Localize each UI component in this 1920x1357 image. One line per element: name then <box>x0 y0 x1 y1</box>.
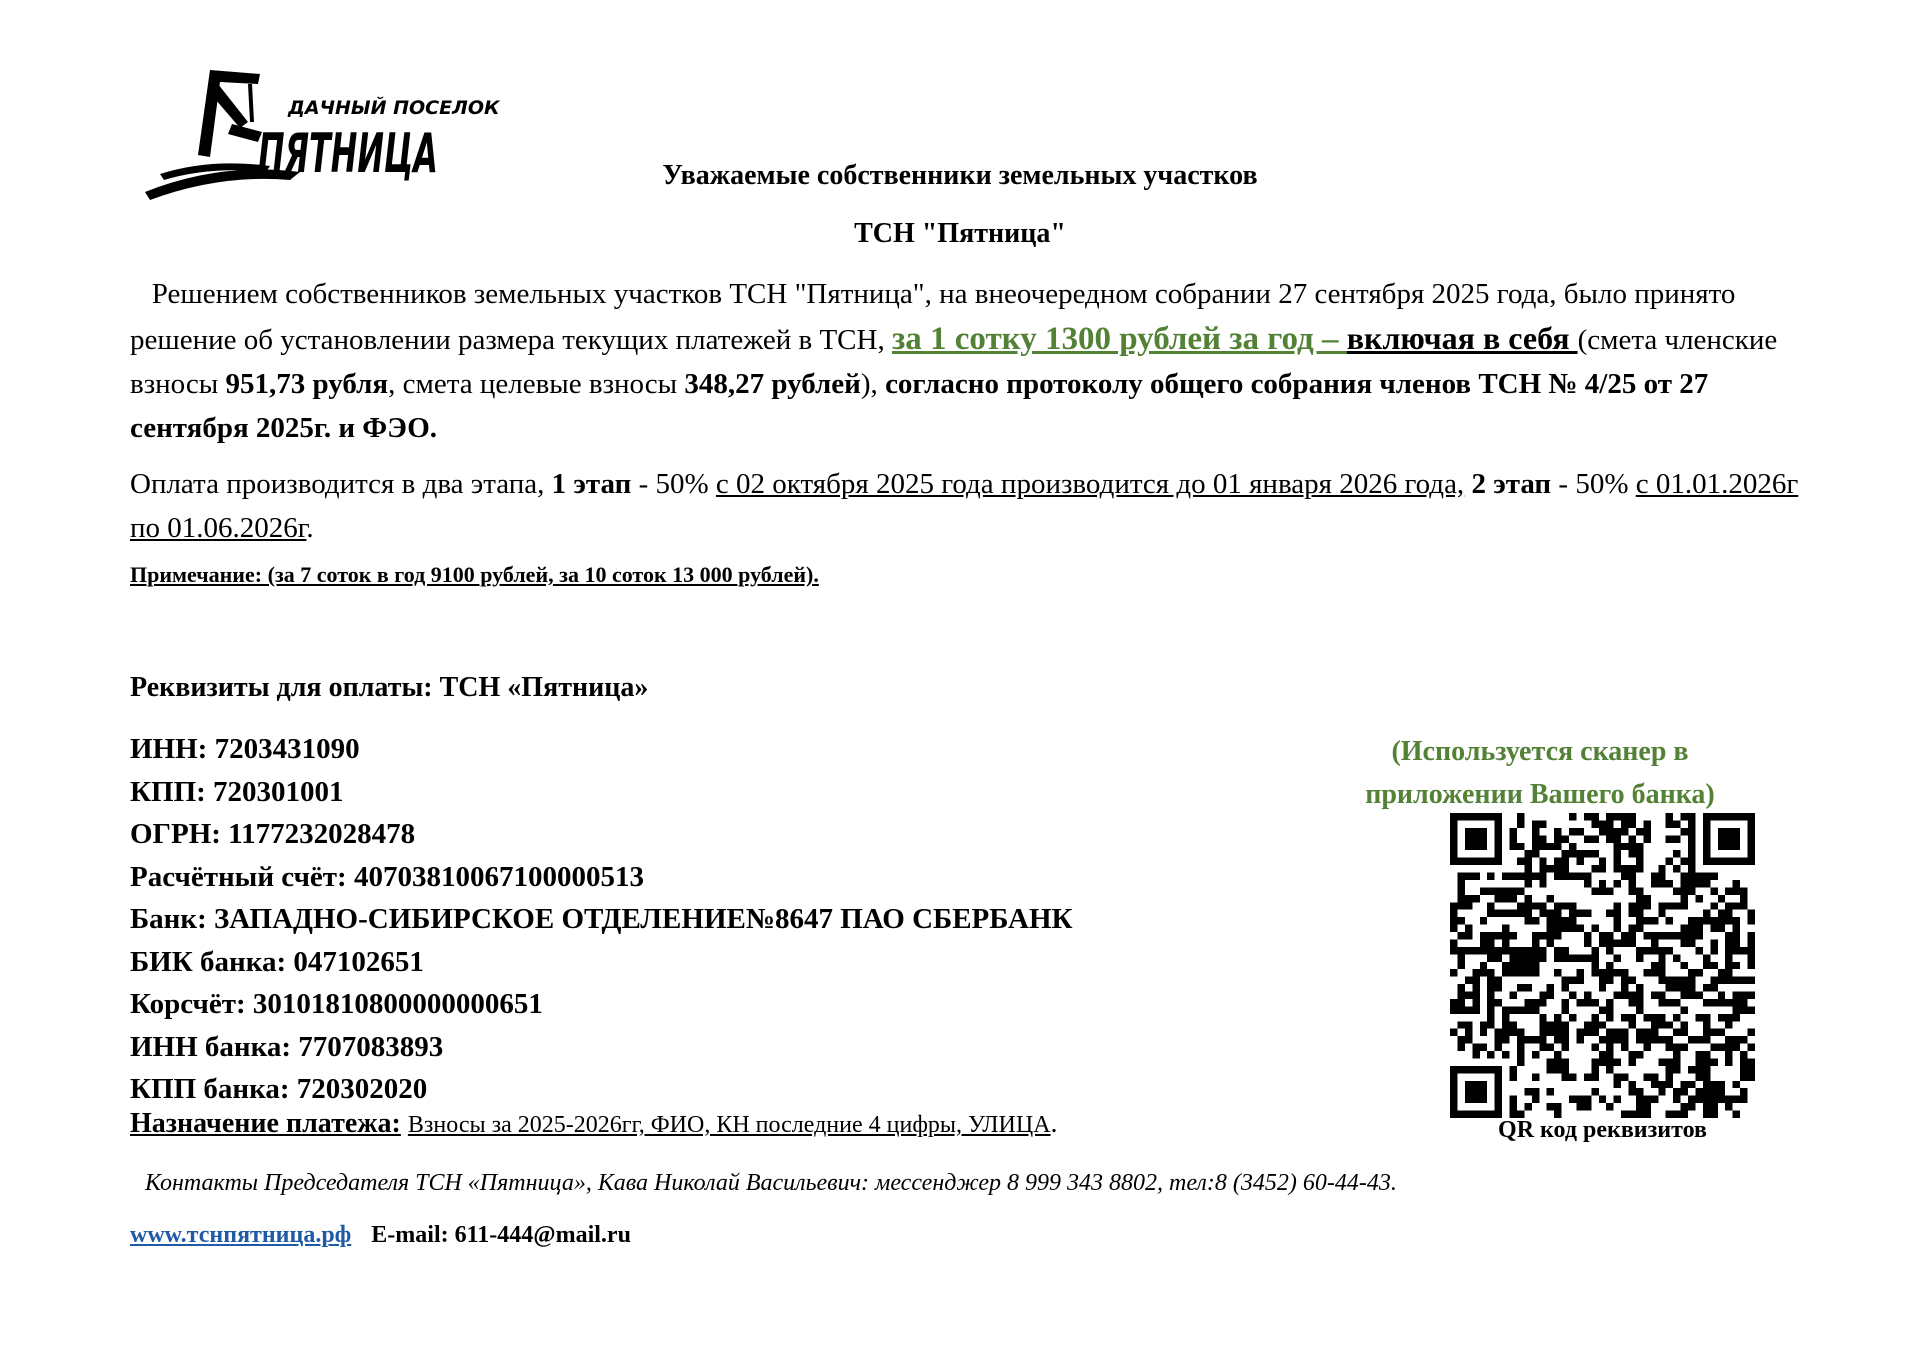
payment-purpose <box>130 1108 1058 1140</box>
payment-intro: Оплата производится в два этапа, <box>130 468 552 500</box>
requisites-list <box>130 728 1073 1111</box>
stage1-pct: - 50% <box>631 468 716 500</box>
requisites-title: Реквизиты для оплаты: ТСН «Пятница» <box>130 672 649 703</box>
requisite-bank: Банк: ЗАПАДНО-СИБИРСКОЕ ОТДЕЛЕНИЕ№8647 ПАО СБЕРБАНК <box>130 903 1073 935</box>
note: Примечание: (за 7 соток в год 9100 рублей, за 10 соток 13 000 рублей). <box>130 562 819 587</box>
payment-terms-paragraph <box>130 462 1830 550</box>
stage2-pct: - 50% <box>1551 468 1636 500</box>
contacts: Контакты Председателя ТСН «Пятница», Кава Николай Васильевич: мессенджер 8 999 343 8802, тел:8 (3452) 60-44-43. <box>145 1170 1397 1196</box>
qr-code-graphic <box>1450 813 1755 1118</box>
decision-text-a: Решением собственников земельных участков ТСН "Пятница", на внеочередном собрании 27 сентября 2025 года, было принято решение об установлении размера текущих платежей в ТСН, <box>130 278 1736 356</box>
decision-text-c: , смета целевые взносы <box>388 368 685 400</box>
decision-text-b: (смета членские взносы <box>130 324 1778 400</box>
requisite-bik: БИК банка: 047102651 <box>130 945 424 978</box>
purpose-value: Взносы за 2025-2026гг, ФИО, КН последние 4 цифры, УЛИЦА <box>407 1112 1051 1138</box>
requisite-kpp: КПП: 720301001 <box>130 775 344 808</box>
purpose-end: . <box>1050 1108 1058 1139</box>
payment-end: . <box>306 512 314 544</box>
decision-text-d: ), <box>860 368 886 400</box>
qr-hint-line2: приложении Вашего банка) <box>1365 779 1715 810</box>
logo-line2: ПЯТНИЦА <box>258 122 438 185</box>
requisite-inn: ИНН: 7203431090 <box>130 733 360 765</box>
stage1-label: 1 этап <box>551 468 632 500</box>
footer <box>130 1222 631 1249</box>
qr-code <box>1450 813 1755 1118</box>
requisite-account: Расчётный счёт: 40703810067100000513 <box>130 860 644 893</box>
purpose-label: Назначение платежа: <box>130 1108 401 1139</box>
page-title-line2: ТСН "Пятница" <box>854 218 1066 249</box>
website-link[interactable]: www.тснпятница.рф <box>130 1222 352 1248</box>
logo-line1: ДАЧНЫЙ ПОСЕЛОК <box>288 97 500 119</box>
including-text: включая в себя <box>1346 320 1578 356</box>
qr-caption: QR код реквизитов <box>1498 1117 1707 1143</box>
requisite-ogrn: ОГРН: 1177232028478 <box>130 818 416 850</box>
email-text: E-mail: 611-444@mail.ru <box>371 1222 631 1248</box>
target-fee: 348,27 рублей <box>684 368 861 400</box>
qr-hint <box>1320 730 1760 816</box>
stage2-dates: с 01.01.2026г по 01.06.2026г <box>130 468 1799 544</box>
stage2-label: 2 этап <box>1471 468 1552 500</box>
stage1-dates: с 02 октября 2025 года производится до 01 января 2026 года, <box>715 468 1465 500</box>
requisite-bank-kpp: КПП банка: 720302020 <box>130 1073 428 1105</box>
qr-hint-line1: (Используется сканер в <box>1391 736 1689 767</box>
decision-paragraph <box>130 272 1830 450</box>
requisite-bank-inn: ИНН банка: 7707083893 <box>130 1030 444 1063</box>
member-fee: 951,73 рубля <box>225 368 389 400</box>
protocol-reference: согласно протоколу общего собрания членов ТСН № 4/25 от 27 сентября 2025г. и ФЭО. <box>130 368 1709 444</box>
rate-highlight: за 1 сотку 1300 рублей за год – <box>891 321 1347 357</box>
requisite-corr-account: Корсчёт: 30101810800000000651 <box>130 988 543 1020</box>
page-title-line1: Уважаемые собственники земельных участков <box>662 160 1258 191</box>
